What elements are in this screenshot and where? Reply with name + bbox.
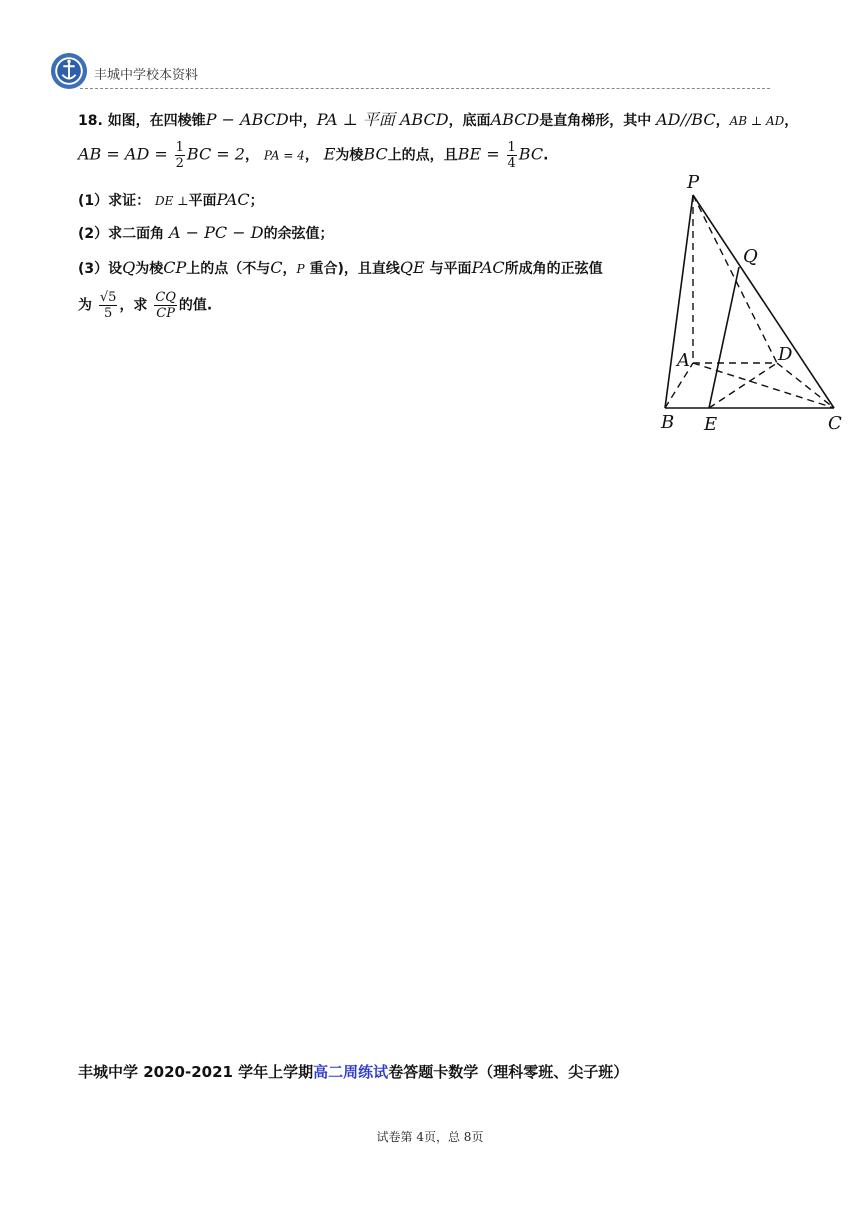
- point-q: Q: [122, 258, 136, 277]
- part-3-text: 重合)，且直线: [309, 261, 400, 277]
- part-3-text: ，求: [119, 297, 148, 314]
- part-3-label: (3）设: [78, 261, 123, 277]
- part-1-label: (1）求证：: [78, 193, 151, 209]
- intro-text: 如图，在四棱锥: [107, 113, 206, 129]
- point-c: C: [270, 258, 283, 277]
- problem-line-1: [78, 108, 798, 133]
- edge-pc: [693, 195, 834, 408]
- part-3-text: 上的点（不与: [186, 261, 271, 277]
- label-d: D: [778, 344, 793, 365]
- title-text: 卷答题卡数学（理科零班、尖子班）: [388, 1063, 629, 1081]
- fraction-cq-over-cp: [154, 290, 177, 321]
- part-3-text: 与平面: [429, 261, 472, 277]
- dihedral-angle-expression: A − PC − D: [169, 223, 264, 242]
- school-emblem-icon: [50, 52, 88, 90]
- equation-rhs: BC = 2: [186, 144, 245, 164]
- perp-expression: PA ⊥ 平面 ABCD: [316, 110, 449, 129]
- title-text: 丰城中学 2020-2021 学年上学期: [78, 1063, 314, 1081]
- be-lhs: BE =: [457, 144, 500, 164]
- label-e: E: [704, 414, 718, 435]
- intro-text: 是直角梯形，其中: [539, 113, 652, 129]
- punctuation: ，: [715, 113, 730, 129]
- label-p: P: [687, 172, 700, 193]
- fraction-numerator: CQ: [155, 290, 176, 305]
- page-number: 试卷第 4页，总 8页: [376, 1130, 484, 1144]
- be-rhs: BC: [518, 144, 544, 164]
- fraction-denominator: 2: [175, 156, 184, 171]
- part-1-expression: DE ⊥: [155, 194, 189, 208]
- edge-dc: [777, 363, 834, 408]
- fraction-denominator: 4: [507, 156, 516, 171]
- point-p: P: [296, 262, 305, 276]
- header-divider: [80, 88, 770, 89]
- answer-sheet-title: [78, 1061, 628, 1082]
- problem-line-2: [78, 140, 548, 171]
- part-2: [78, 221, 334, 246]
- problem-number: 18.: [78, 113, 103, 129]
- pyramid-name: P − ABCD: [205, 110, 289, 129]
- punctuation: ，: [304, 147, 319, 164]
- point-e: E: [323, 144, 336, 164]
- statement-text: 上的点，且: [387, 147, 458, 164]
- base-name: ABCD: [490, 110, 540, 129]
- part-3-text: 为棱: [135, 261, 164, 277]
- segment-cp: CP: [163, 258, 187, 277]
- fraction-one-half: [175, 140, 185, 171]
- part-1: [78, 188, 264, 213]
- part-2-label: (2）求二面角: [78, 226, 165, 242]
- intro-text: ，底面: [448, 113, 491, 129]
- fraction-numerator: 1: [175, 140, 184, 155]
- punctuation: ，: [282, 261, 297, 277]
- part-3-text: 所成角的正弦值: [504, 261, 603, 277]
- fraction-numerator: √5: [99, 290, 117, 305]
- label-a: A: [677, 350, 690, 371]
- parallel-expression: AD//BC: [656, 110, 716, 129]
- part-2-text: 的余弦值；: [263, 226, 334, 242]
- punctuation: ，: [784, 113, 799, 129]
- punctuation: .: [543, 147, 549, 164]
- fraction-sqrt5-over-5: [99, 290, 118, 321]
- pa-expression: PA = 4: [263, 148, 305, 163]
- edge-pb: [665, 195, 693, 408]
- line-qe: QE: [399, 258, 425, 277]
- part-3: [78, 256, 603, 281]
- part-1-text: 平面: [188, 193, 217, 209]
- title-highlight: 高二周练试: [313, 1063, 389, 1081]
- fraction-one-quarter: [507, 140, 517, 171]
- segment-qe: [709, 267, 739, 408]
- fraction-denominator: CP: [156, 306, 175, 321]
- segment-bc: BC: [363, 144, 388, 164]
- label-q: Q: [743, 246, 758, 267]
- punctuation: ，: [244, 147, 259, 164]
- part-3-text: 为: [78, 297, 92, 314]
- page-header: [50, 52, 770, 92]
- fraction-numerator: 1: [507, 140, 516, 155]
- equation-lhs: AB = AD =: [78, 144, 168, 164]
- intro-text: 中，: [288, 113, 317, 129]
- plane-pac: PAC: [216, 190, 250, 209]
- label-b: B: [661, 412, 675, 433]
- part-3-continued: [78, 290, 212, 321]
- plane-pac-2: PAC: [471, 258, 505, 277]
- pyramid-diagram: [655, 170, 845, 440]
- part-3-text: 的值.: [178, 297, 213, 314]
- fraction-denominator: 5: [104, 306, 113, 321]
- statement-text: 为棱: [335, 147, 364, 164]
- edge-pd: [693, 195, 777, 363]
- school-name: 丰城中学校本资料: [94, 68, 199, 83]
- segment-de: [709, 363, 777, 408]
- label-c: C: [828, 413, 842, 434]
- perp-expression-2: AB ⊥ AD: [729, 114, 785, 128]
- punctuation: ；: [249, 193, 264, 209]
- pyramid-figure: [655, 170, 845, 440]
